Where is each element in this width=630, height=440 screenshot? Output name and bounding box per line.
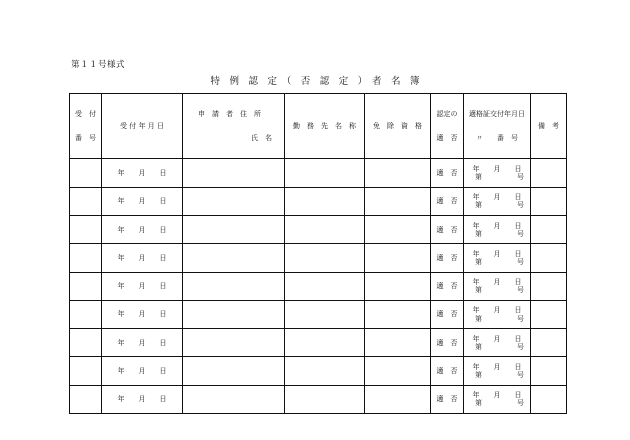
workplace-cell[interactable] (285, 329, 365, 357)
remarks-cell[interactable] (531, 300, 567, 328)
remarks-cell[interactable] (531, 215, 567, 243)
certificate-date: 年 月 日 (472, 363, 522, 372)
certificate-number: 第 号 (475, 229, 524, 238)
applicant-cell[interactable] (183, 272, 285, 300)
header-row (70, 94, 567, 159)
approval-cell[interactable]: 適 否 (431, 357, 464, 385)
receipt-date-cell[interactable]: 年 月 日 (102, 215, 183, 243)
certificate-number: 第 号 (475, 201, 524, 210)
license-cell[interactable] (365, 272, 431, 300)
header-receipt-number-line1: 受 付 (75, 110, 96, 119)
receipt-date-cell[interactable]: 年 月 日 (102, 300, 183, 328)
certificate-date: 年 月 日 (472, 306, 522, 315)
header-approval-line2: 適 否 (436, 134, 458, 143)
applicant-cell[interactable] (183, 357, 285, 385)
license-cell[interactable] (365, 300, 431, 328)
register-table (69, 93, 567, 414)
header-receipt-number (70, 94, 102, 159)
certificate-date: 年 月 日 (472, 249, 522, 258)
certificate-date: 年 月 日 (472, 164, 522, 173)
approval-cell[interactable]: 適 否 (431, 159, 464, 187)
certificate-cell[interactable] (464, 159, 531, 187)
remarks-cell[interactable] (531, 244, 567, 272)
header-workplace: 勤 務 先 名 称 (285, 94, 365, 159)
approval-cell[interactable]: 適 否 (431, 300, 464, 328)
remarks-cell[interactable] (531, 159, 567, 187)
workplace-cell[interactable] (285, 187, 365, 215)
receipt-date-cell[interactable]: 年 月 日 (102, 159, 183, 187)
receipt-date-cell[interactable]: 年 月 日 (102, 329, 183, 357)
certificate-date: 年 月 日 (472, 278, 522, 287)
license-cell[interactable] (365, 215, 431, 243)
header-remarks: 備 考 (531, 94, 567, 159)
certificate-number: 第 号 (475, 286, 524, 295)
receipt-date-cell[interactable]: 年 月 日 (102, 385, 183, 413)
header-certificate-line2: 〃 番 号 (476, 134, 518, 143)
approval-cell[interactable]: 適 否 (431, 272, 464, 300)
applicant-cell[interactable] (183, 385, 285, 413)
receipt-date-cell[interactable]: 年 月 日 (102, 272, 183, 300)
certificate-date: 年 月 日 (472, 391, 522, 400)
table-row (70, 159, 567, 187)
remarks-cell[interactable] (531, 272, 567, 300)
receipt-number-cell[interactable] (70, 187, 102, 215)
license-cell[interactable] (365, 187, 431, 215)
header-applicant-name: 氏 名 (251, 134, 272, 143)
certificate-date: 年 月 日 (472, 193, 522, 202)
approval-cell[interactable]: 適 否 (431, 187, 464, 215)
receipt-date-cell[interactable]: 年 月 日 (102, 244, 183, 272)
workplace-cell[interactable] (285, 244, 365, 272)
receipt-number-cell[interactable] (70, 159, 102, 187)
table-row (70, 329, 567, 357)
receipt-number-cell[interactable] (70, 244, 102, 272)
receipt-number-cell[interactable] (70, 385, 102, 413)
license-cell[interactable] (365, 329, 431, 357)
receipt-date-cell[interactable]: 年 月 日 (102, 357, 183, 385)
certificate-cell[interactable] (464, 187, 531, 215)
workplace-cell[interactable] (285, 272, 365, 300)
approval-cell[interactable]: 適 否 (431, 244, 464, 272)
certificate-number: 第 号 (475, 399, 524, 408)
header-approval (431, 94, 464, 159)
table-row (70, 300, 567, 328)
table-row (70, 385, 567, 413)
workplace-cell[interactable] (285, 159, 365, 187)
workplace-cell[interactable] (285, 300, 365, 328)
table-row (70, 272, 567, 300)
header-certificate (464, 94, 531, 159)
receipt-number-cell[interactable] (70, 215, 102, 243)
remarks-cell[interactable] (531, 329, 567, 357)
applicant-cell[interactable] (183, 215, 285, 243)
certificate-cell[interactable] (464, 329, 531, 357)
remarks-cell[interactable] (531, 187, 567, 215)
receipt-number-cell[interactable] (70, 357, 102, 385)
certificate-number: 第 号 (475, 257, 524, 266)
certificate-cell[interactable] (464, 300, 531, 328)
table-row (70, 215, 567, 243)
license-cell[interactable] (365, 357, 431, 385)
approval-cell[interactable]: 適 否 (431, 329, 464, 357)
form-number: 第１１号様式 (71, 60, 126, 70)
remarks-cell[interactable] (531, 357, 567, 385)
license-cell[interactable] (365, 159, 431, 187)
receipt-number-cell[interactable] (70, 329, 102, 357)
certificate-date: 年 月 日 (472, 334, 522, 343)
license-cell[interactable] (365, 244, 431, 272)
applicant-cell[interactable] (183, 329, 285, 357)
header-receipt-number-line2: 番 号 (75, 134, 96, 143)
table-row (70, 187, 567, 215)
certificate-cell[interactable] (464, 357, 531, 385)
certificate-cell[interactable] (464, 385, 531, 413)
table-row (70, 357, 567, 385)
workplace-cell[interactable] (285, 215, 365, 243)
header-receipt-date: 受 付 年 月 日 (102, 94, 183, 159)
certificate-cell[interactable] (464, 215, 531, 243)
applicant-cell[interactable] (183, 187, 285, 215)
header-license: 免 除 資 格 (365, 94, 431, 159)
header-applicant-address: 申 請 者 住 所 (198, 110, 261, 119)
table-row (70, 244, 567, 272)
approval-cell[interactable]: 適 否 (431, 215, 464, 243)
certificate-number: 第 号 (475, 173, 524, 182)
receipt-number-cell[interactable] (70, 272, 102, 300)
remarks-cell[interactable] (531, 385, 567, 413)
header-approval-line1: 認定の (436, 110, 458, 119)
receipt-date-cell[interactable]: 年 月 日 (102, 187, 183, 215)
certificate-number: 第 号 (475, 342, 524, 351)
certificate-cell[interactable] (464, 244, 531, 272)
applicant-cell[interactable] (183, 159, 285, 187)
form-title: 特 例 認 定 （ 否 認 定 ） 者 名 簿 (210, 76, 420, 87)
certificate-number: 第 号 (475, 371, 524, 380)
approval-cell[interactable]: 適 否 (431, 385, 464, 413)
workplace-cell[interactable] (285, 357, 365, 385)
header-certificate-line1: 適格証交付年月日 (469, 110, 525, 119)
certificate-number: 第 号 (475, 314, 524, 323)
receipt-number-cell[interactable] (70, 300, 102, 328)
workplace-cell[interactable] (285, 385, 365, 413)
license-cell[interactable] (365, 385, 431, 413)
certificate-date: 年 月 日 (472, 221, 522, 230)
register-body (70, 159, 567, 414)
certificate-cell[interactable] (464, 272, 531, 300)
applicant-cell[interactable] (183, 244, 285, 272)
applicant-cell[interactable] (183, 300, 285, 328)
header-applicant (183, 94, 285, 159)
